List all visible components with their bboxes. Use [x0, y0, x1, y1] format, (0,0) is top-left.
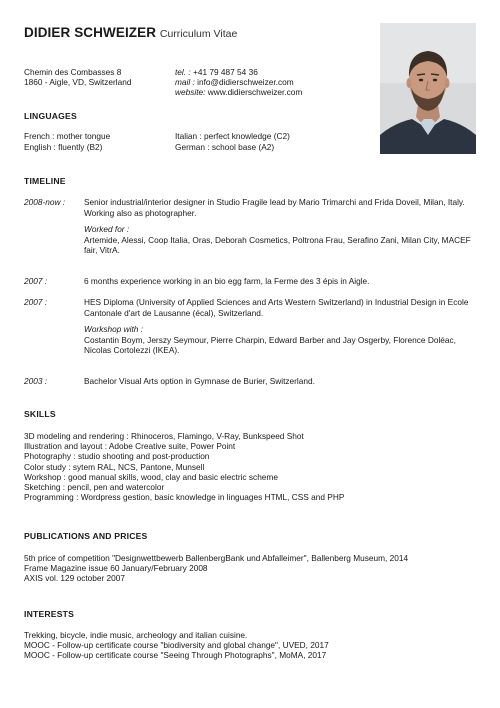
timeline-date: 2008-now :: [24, 197, 66, 207]
skill-item: Sketching : pencil, pen and watercolor: [24, 482, 165, 493]
timeline-sub-text: Artemide, Alessi, Coop Italia, Oras, Deborah Cosmetics, Poltrona Frau, Serafino Zani, Milan City, MACEF fair, VitrA.: [84, 234, 471, 256]
address-line-2: 1860 - Aigle, VD, Switzerland: [24, 77, 132, 87]
website-link[interactable]: www.didierschweizer.com: [207, 87, 303, 97]
timeline-date: 2007 :: [24, 276, 48, 286]
publication-item: 5th price of competition "Designwettbewerb BallenbergBank und Abfalleimer", Ballenberg Museum, 2014: [24, 553, 409, 563]
timeline-sub-label: Worked for :: [84, 224, 130, 235]
language-item: German : school base (A2): [175, 142, 275, 152]
publication-item: AXIS vol. 129 october 2007: [24, 573, 126, 584]
skill-item: Photography : studio shooting and post-production: [24, 451, 210, 462]
interest-item: MOOC - Follow-up certificate course "Seeing Through Photographs", MoMA, 2017: [24, 650, 327, 661]
skills-list: [24, 431, 474, 502]
timeline-date: 2003 :: [24, 376, 48, 386]
interests-heading: INTERESTS: [24, 609, 75, 619]
timeline-heading: TIMELINE: [24, 176, 66, 186]
timeline-text: Bachelor Visual Arts option in Gymnase de Burier, Switzerland.: [84, 376, 315, 386]
phone-number: +41 79 487 54 36: [193, 67, 258, 77]
document-subtitle: Curriculum Vitae: [159, 28, 238, 40]
website-row: [175, 87, 302, 97]
language-item: French : mother tongue: [24, 131, 111, 141]
timeline-date: 2007 :: [24, 297, 48, 307]
phone-label: tel. :: [175, 67, 191, 77]
cv-title: [24, 25, 237, 40]
languages-heading: LINGUAGES: [24, 111, 77, 121]
interest-item: MOOC - Follow-up certificate course "biodiversity and global change", UVED, 2017: [24, 640, 329, 651]
skills-heading: SKILLS: [24, 409, 56, 419]
language-item: Italian : perfect knowledge (C2): [175, 131, 290, 141]
publication-item: Frame Magazine issue 60 January/February 2008: [24, 563, 208, 574]
timeline-entry: [84, 376, 476, 387]
website-label: website:: [175, 87, 206, 97]
timeline-sub-label: Workshop with :: [84, 324, 144, 335]
publications-list: [24, 553, 474, 584]
portrait-image: [380, 23, 476, 154]
timeline-text: 6 months experience working in an bio egg farm, la Ferme des 3 épis in Aigle.: [84, 276, 370, 286]
timeline-entry: [84, 276, 476, 287]
address-line-1: Chemin des Combasses 8: [24, 67, 122, 77]
timeline-entry: [84, 197, 476, 256]
skill-item: Workshop : good manual skills, wood, clay and basic electric scheme: [24, 471, 278, 482]
timeline-text: Senior industrial/interior designer in Studio Fragile lead by Mario Trimarchi and Frida Doveil, Milan, Italy. Working also as photographer.: [84, 197, 465, 218]
skill-item: Illustration and layout : Adobe Creative suite, Power Point: [24, 441, 236, 452]
profile-photo: [380, 23, 476, 154]
interests-list: [24, 630, 474, 661]
mail-row: [175, 77, 294, 87]
mail-address[interactable]: info@didierschweizer.com: [197, 77, 294, 87]
publications-heading: PUBLICATIONS AND PRICES: [24, 531, 148, 541]
timeline-entry: [84, 297, 476, 356]
phone-row: [175, 67, 258, 77]
skill-item: 3D modeling and rendering : Rhinoceros, Flamingo, V-Ray, Bunkspeed Shot: [24, 431, 304, 441]
skill-item: Programming : Wordpress gestion, basic knowledge in linguages HTML, CSS and PHP: [24, 492, 345, 503]
language-item: English : fluently (B2): [24, 142, 103, 152]
skill-item: Color study : sytem RAL, NCS, Pantone, Munsell: [24, 461, 205, 472]
timeline-sub-text: Costantin Boym, Jerszy Seymour, Pierre Charpin, Edward Barber and Jay Osgerby, Florence Doléac, Nicolas Cortolezzi (IKEA).: [84, 334, 456, 356]
interest-item: Trekking, bicycle, indie music, archeology and italian cuisine.: [24, 630, 248, 640]
timeline-text: HES Diploma (University of Applied Sciences and Arts Western Switzerland) in Industrial Design in Ecole Cantonale d'art de Lausanne (écal), Switzerland.: [84, 297, 469, 318]
mail-label: mail :: [175, 77, 195, 87]
person-name: DIDIER SCHWEIZER: [24, 25, 157, 40]
